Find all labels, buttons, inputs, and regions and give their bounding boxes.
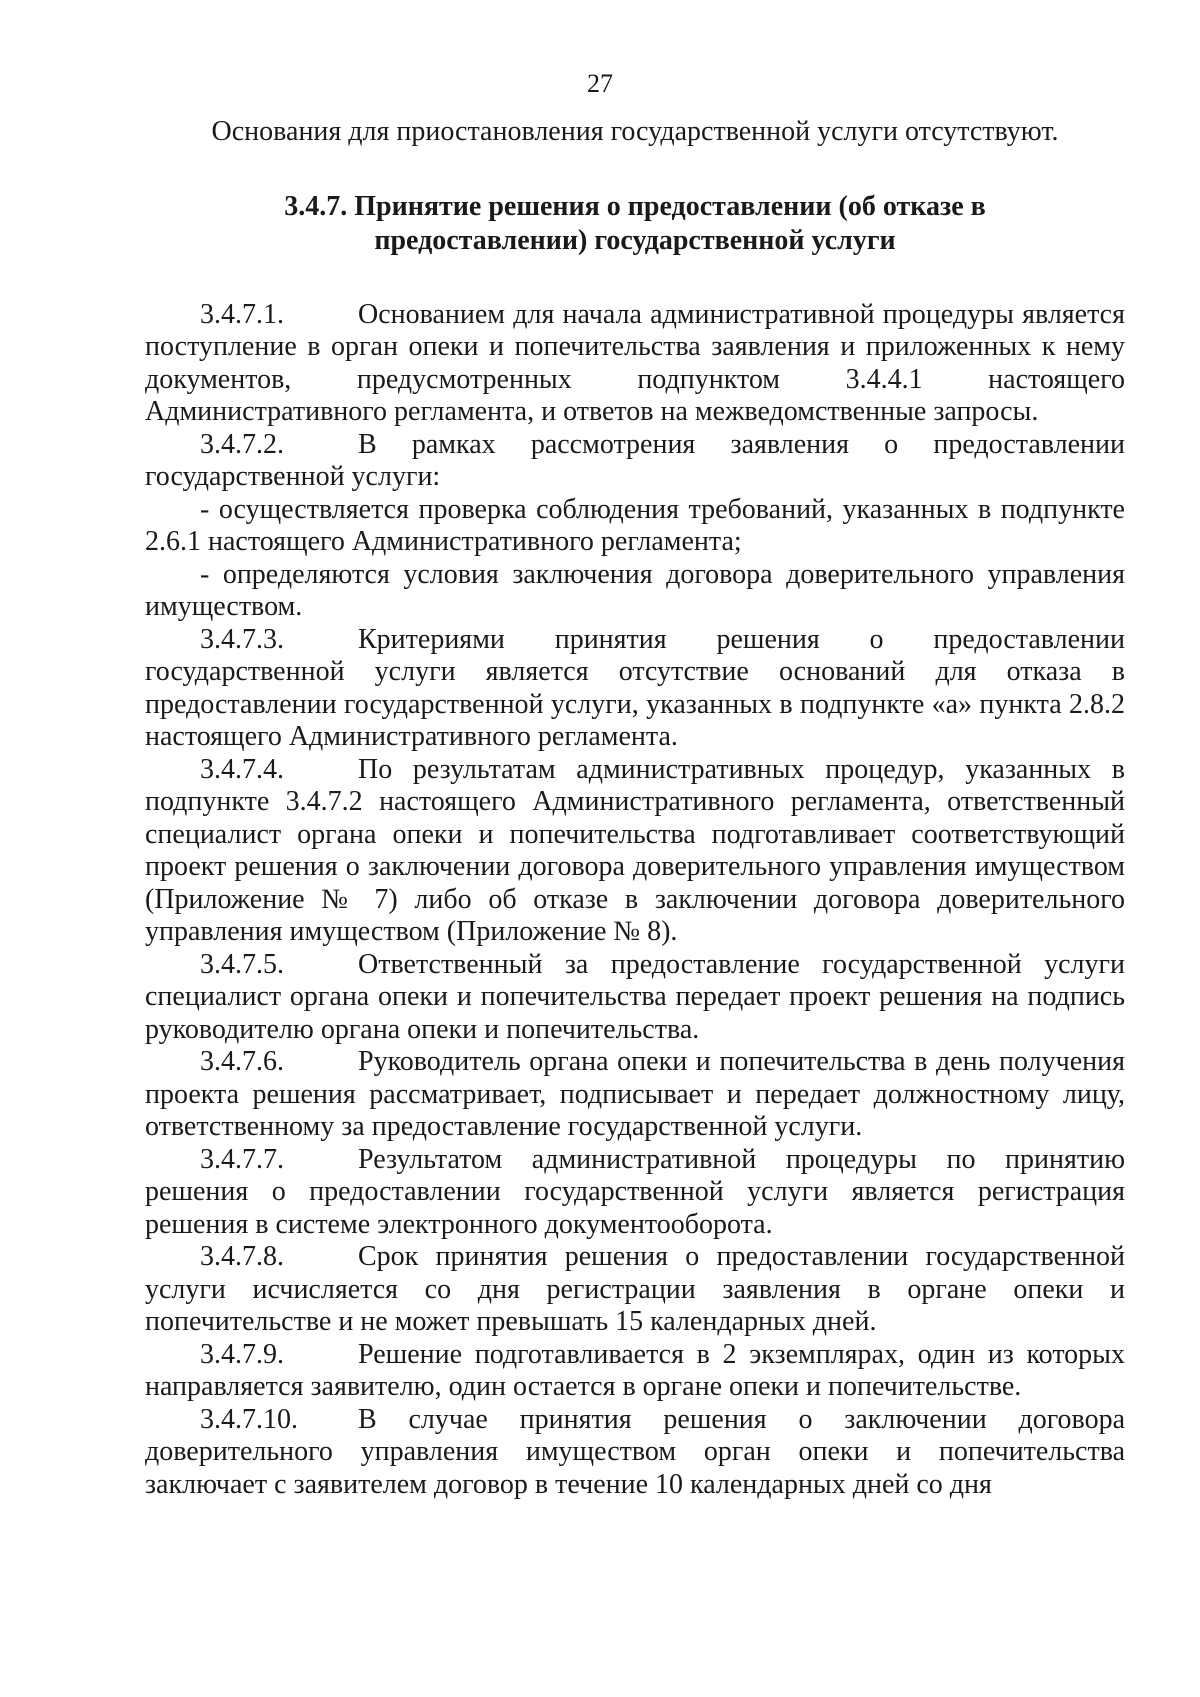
paragraph-number: 3.4.7.3. — [200, 623, 284, 655]
paragraph-number: 3.4.7.8. — [200, 1241, 284, 1272]
paragraph-3-4-7-7 — [145, 1144, 1125, 1242]
section-heading-line-1: 3.4.7. Принятие решения о предоставлении (об отказе в — [284, 190, 986, 222]
paragraph-text: В случае принятия решения о заключении договора доверительного управления имуществом орган опеки и попечительства заключает с заявителем договор в течение 10 календарных дней со дня — [145, 1403, 1125, 1500]
paragraph-number: 3.4.7.7. — [200, 1143, 284, 1175]
paragraph-number: 3.4.7.6. — [200, 1046, 284, 1077]
paragraph-3-4-7-1 — [145, 299, 1125, 429]
paragraph-3-4-7-5 — [145, 949, 1125, 1047]
section-heading-line-2: предоставлении) государственной услуги — [374, 224, 896, 256]
paragraph-text: Ответственный за предоставление государственной услуги специалист органа опеки и попечительства передает проект решения на подпись руководителю органа опеки и попечительства. — [145, 948, 1125, 1045]
paragraph-text: В рамках рассмотрения заявления о предоставлении государственной услуги: — [145, 428, 1125, 492]
page-content — [145, 116, 1125, 1501]
paragraph-text: - определяются условия заключения договора доверительного управления имуществом. — [145, 558, 1125, 622]
paragraph-number: 3.4.7.4. — [200, 753, 284, 785]
paragraph-text: Срок принятия решения о предоставлении государственной услуги исчисляется со дня регистрации заявления в органе опеки и попечительстве и не может превышать 15 календарных дней. — [145, 1241, 1125, 1337]
paragraph-text: Руководитель органа опеки и попечительства в день получения проекта решения рассматривает, подписывает и передает должностному лицу, ответственному за предоставление государственной услуги. — [145, 1046, 1125, 1142]
paragraph-text: Основанием для начала административной процедуры является поступление в орган опеки и попечительства заявления и приложенных к нему документов, предусмотренных подпунктом 3.4.4.1 настоящего Административного регламента, и ответов на межведомственные запросы. — [145, 298, 1125, 427]
paragraph-text: Решение подготавливается в 2 экземплярах, один из которых направляется заявителю, один остается в органе опеки и попечительстве. — [145, 1338, 1125, 1402]
paragraph-3-4-7-2 — [145, 429, 1125, 494]
page-number: 27 — [587, 69, 613, 98]
paragraph-3-4-7-8 — [145, 1241, 1125, 1339]
paragraph-3-4-7-10 — [145, 1404, 1125, 1502]
paragraph-text: - осуществляется проверка соблюдения требований, указанных в подпункте 2.6.1 настоящего Административного регламента; — [145, 493, 1125, 557]
list-item-conditions — [145, 559, 1125, 624]
paragraph-3-4-7-4 — [145, 754, 1125, 949]
paragraph-3-4-7-9 — [145, 1339, 1125, 1404]
paragraph-list — [145, 299, 1125, 1502]
paragraph-number: 3.4.7.9. — [200, 1338, 284, 1370]
paragraph-3-4-7-3 — [145, 624, 1125, 754]
paragraph-text: Критериями принятия решения о предоставлении государственной услуги является отсутствие оснований для отказа в предоставлении государственной услуги, указанных в подпункте «а» пункта 2.8.2 настоящего Административного регламента. — [145, 623, 1125, 752]
paragraph-text: По результатам административных процедур, указанных в подпункте 3.4.7.2 настоящего Административного регламента, ответственный специалист органа опеки и попечительства подготавливает соответствующий проект решения о заключении договора доверительного управления имуществом (Приложение № 7) либо об отказе в заключении договора доверительного управления имуществом (Приложение № 8). — [145, 753, 1125, 947]
paragraph-number: 3.4.7.2. — [200, 428, 284, 460]
paragraph-number: 3.4.7.10. — [200, 1403, 298, 1435]
list-item-check — [145, 494, 1125, 559]
paragraph-3-4-7-6 — [145, 1046, 1125, 1144]
paragraph-text: Результатом административной процедуры по принятию решения о предоставлении государственной услуги является регистрация решения в системе электронного документооборота. — [145, 1143, 1125, 1240]
section-heading — [145, 190, 1125, 258]
paragraph-number: 3.4.7.5. — [200, 948, 284, 980]
paragraph-number: 3.4.7.1. — [200, 298, 284, 330]
intro-text: Основания для приостановления государственной услуги отсутствуют. — [211, 116, 1059, 147]
